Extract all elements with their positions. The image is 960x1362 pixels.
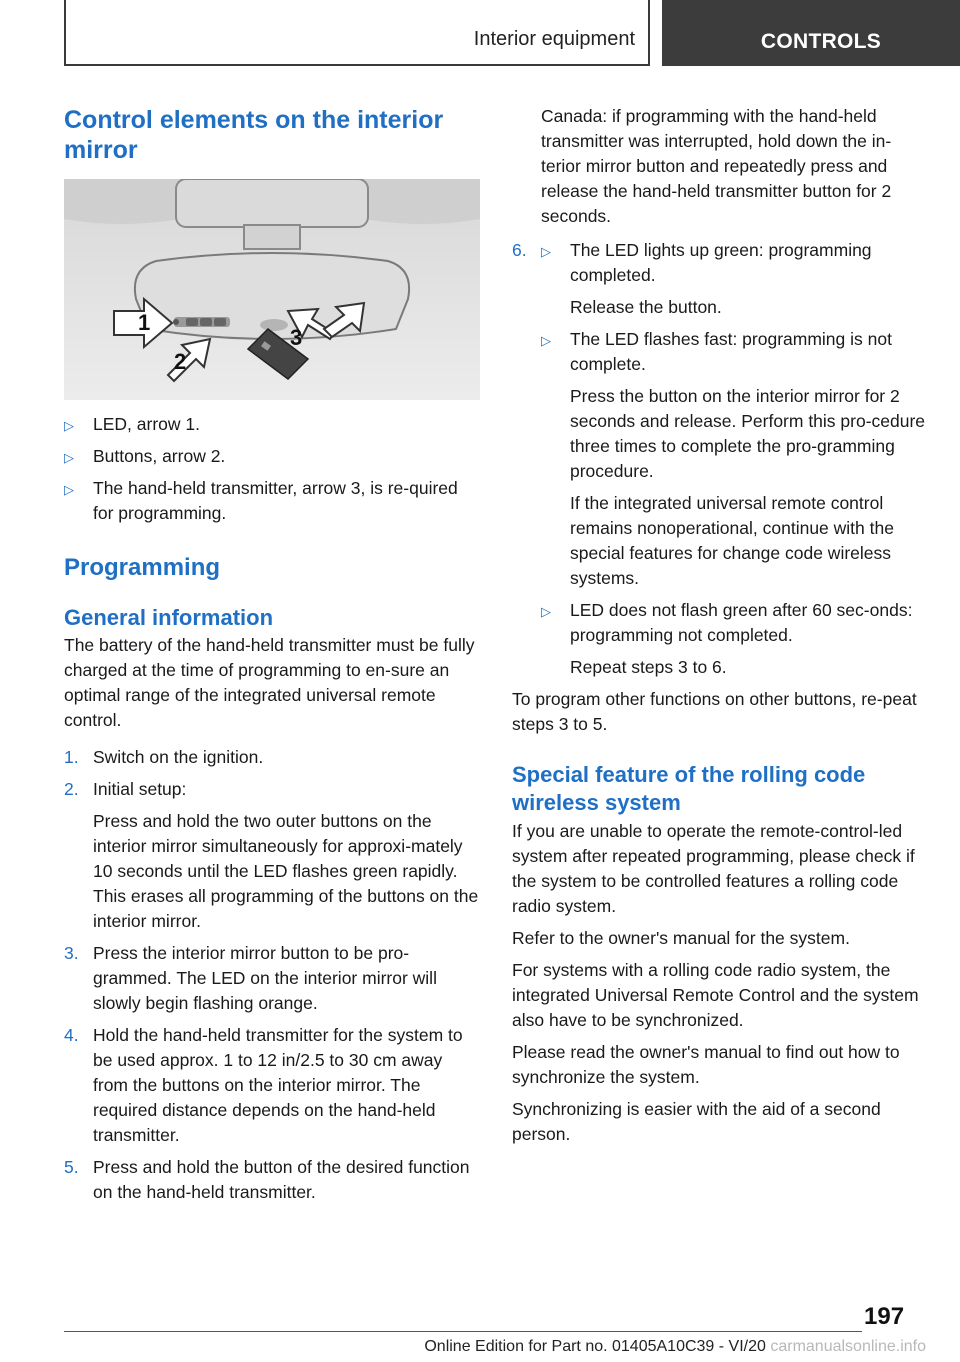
step-6-fast-detail-2: If the integrated universal remote control remains nonoperational, continue with the special features for change code wireless systems. xyxy=(570,493,894,588)
footer-edition xyxy=(64,1338,926,1356)
canada-note: Canada: if programming with the hand-held transmitter was interrupted, hold down the in-terior mirror button and repeatedly press and release the hand-held transmitter button for 2 seconds. xyxy=(541,106,892,226)
section-title-mirror-controls: Control elements on the interior mirror xyxy=(64,106,444,164)
header-rule-bottom xyxy=(64,64,650,66)
figure-label-3: 3 xyxy=(290,325,303,350)
step-6: 6. ▷ The LED lights up green: programming completed. xyxy=(512,238,928,288)
heading-general-information: General information xyxy=(64,605,274,630)
triangle-bullet-icon: ▷ xyxy=(541,333,551,348)
header-rule-divider xyxy=(648,0,650,66)
bullet-transmitter: ▷ The hand-held transmitter, arrow 3, is re-quired for programming. xyxy=(64,478,458,523)
left-column xyxy=(64,412,482,1205)
triangle-bullet-icon: ▷ xyxy=(64,418,74,433)
header-chapter-label: CONTROLS xyxy=(760,30,882,53)
mirror-drawing xyxy=(64,179,480,400)
bullet-led: ▷ LED, arrow 1. xyxy=(64,412,482,437)
general-info-text: The battery of the hand-held transmitter must be fully charged at the time of programming to en-sure an optimal range of the integrated universal remote control. xyxy=(64,635,475,730)
mirror-illustration xyxy=(64,179,480,400)
edition-text: Online Edition for Part no. 01405A10C39 - VI/20 xyxy=(424,1338,766,1355)
footer-rule xyxy=(64,1331,862,1332)
rolling-code-para-1: If you are unable to operate the remote-control-led system after repeated programming, please check if the system to be controlled features a rolling code radio system. xyxy=(512,821,915,916)
figure-label-1: 1 xyxy=(138,310,151,335)
figure-label-2: 2 xyxy=(174,349,187,374)
other-functions-text: To program other functions on other buttons, re-peat steps 3 to 5. xyxy=(512,689,917,734)
header-section-title: Interior equipment xyxy=(473,28,635,50)
step-6-outcome-none: ▷ LED does not flash green after 60 sec-onds: programming not completed. xyxy=(541,600,913,645)
step-5: 5. Press and hold the button of the desired function on the hand-held transmitter. xyxy=(64,1157,470,1202)
step-6-outcome-fast: ▷ The LED flashes fast: programming is not complete. xyxy=(541,329,892,374)
step-2: 2. Initial setup: xyxy=(64,779,187,799)
triangle-bullet-icon: ▷ xyxy=(64,450,74,465)
step-1: 1. Switch on the ignition. xyxy=(64,747,264,767)
step-4: 4. Hold the hand-held transmitter for the system to be used approx. 1 to 12 in/2.5 to 30 cm away from the buttons on the interior mirror. The required distance depends on the hand-held transmitter. xyxy=(64,1025,463,1145)
triangle-bullet-icon: ▷ xyxy=(541,244,551,259)
rolling-code-para-4: Please read the owner's manual to find out how to synchronize the system. xyxy=(512,1042,900,1087)
rolling-code-para-2: Refer to the owner's manual for the system. xyxy=(512,928,850,948)
right-column xyxy=(512,104,928,1147)
header-rule-left xyxy=(64,0,66,66)
step-6-green-detail: Release the button. xyxy=(570,297,722,317)
bullet-buttons: ▷ Buttons, arrow 2. xyxy=(64,444,482,469)
rolling-code-para-3: For systems with a rolling code radio system, the integrated Universal Remote Control and the system also have to be synchronized. xyxy=(512,960,919,1030)
triangle-bullet-icon: ▷ xyxy=(64,482,74,497)
header-chapter-tab xyxy=(662,0,960,66)
step-3: 3. Press the interior mirror button to be pro-grammed. The LED on the interior mirror will slowly begin flashing orange. xyxy=(64,943,437,1013)
heading-programming: Programming xyxy=(64,554,221,581)
page-number: 197 xyxy=(864,1303,905,1330)
watermark-text: carmanualsonline.info xyxy=(770,1338,926,1355)
triangle-bullet-icon: ▷ xyxy=(541,604,551,619)
step-6-fast-detail-1: Press the button on the interior mirror for 2 seconds and release. Perform this pro-cedure three times to complete the pro-gramming procedure. xyxy=(570,386,926,481)
heading-rolling-code: Special feature of the rolling code wireless system xyxy=(512,762,866,815)
step-2-detail: Press and hold the two outer buttons on the interior mirror simultaneously for approxi-mately 10 seconds until the LED flashes green rapidly. This erases all programming of the buttons on the interior mirror. xyxy=(93,811,479,931)
step-6-none-detail: Repeat steps 3 to 6. xyxy=(570,657,727,677)
rolling-code-para-5: Synchronizing is easier with the aid of a second person. xyxy=(512,1099,881,1144)
step-6-outcome-green: ▷ The LED lights up green: programming completed. xyxy=(541,240,872,285)
